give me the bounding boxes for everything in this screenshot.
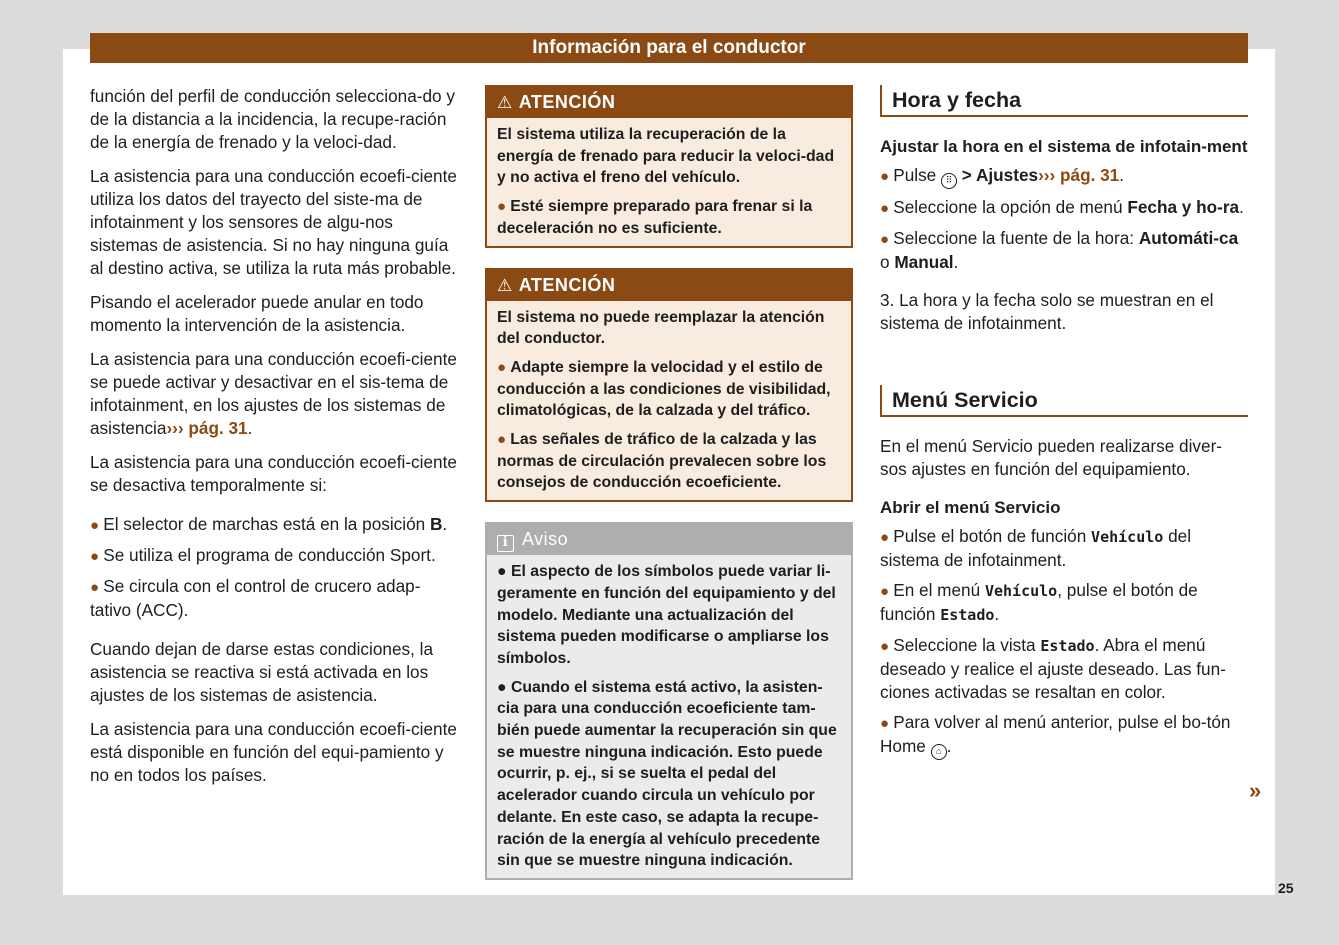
footnote: 3. La hora y la fecha solo se muestran en el sistema de infotainment. (880, 290, 1214, 333)
warning-bullet: ● Esté siempre preparado para frenar si la deceleración no es suficiente. (497, 198, 813, 237)
column-middle (485, 85, 853, 900)
paragraph: Cuando dejan de darse estas condiciones, la asistencia se reactiva si está activada en los ajustes de los sistemas de asistencia. (90, 639, 434, 705)
notice-bullet: ● Cuando el sistema está activo, la asisten-cia para una conducción ecoeficiente tam-bién puede aumentar la recuperación sin que se muestre ninguna indicación. Esto puede ocurrir, p. ej., si se suelta el pedal del acelerador cuando circula un vehículo por delante. En este caso, se adapta la recupe-ración de la energía al vehículo precedente sin que se muestre ninguna indicación. (497, 678, 837, 870)
paragraph: La asistencia para una conducción ecoefi-ciente se puede activar y desactivar en el sis-tema de infotainment, en los ajustes de los sistemas de asistencia››› pág. 31. (90, 349, 457, 438)
column-left (90, 85, 460, 798)
section-heading: Menú Servicio (880, 385, 1248, 417)
warning-text: El sistema utiliza la recuperación de la energía de frenado para reducir la veloci-dad y no activa el freno del vehículo. (497, 126, 835, 187)
list-item: ● Pulse ⠿ > Ajustes››› pág. 31. (880, 164, 1248, 189)
bullet-icon: ● (497, 563, 511, 581)
notice-header: i Aviso (487, 524, 851, 555)
continue-mark: » (1249, 778, 1262, 803)
bullet-icon: ● (90, 548, 104, 565)
subsection-heading: Abrir el menú Servicio (880, 498, 1061, 517)
notice-bullet: ● El aspecto de los símbolos puede variar li-geramente en función del equipamiento y del modelo. Mediante una actualización del sistema pueden modificarse o ampliarse los símbolos. (497, 563, 836, 667)
paragraph: Pisando el acelerador puede anular en todo momento la intervención de la asistencia. (90, 292, 424, 335)
warning-triangle-icon: ⚠ (497, 93, 513, 112)
bullet-icon: ● (497, 358, 511, 376)
page-header: Información para el conductor (90, 33, 1248, 63)
info-icon: i (497, 535, 514, 552)
warning-bullet: ● Las señales de tráfico de la calzada y las normas de circulación prevalecen sobre los consejos de conducción ecoeficiente. (497, 431, 827, 492)
subsection-heading: Ajustar la hora en el sistema de infotain-ment (880, 137, 1248, 156)
home-icon: ⌂ (931, 744, 947, 760)
section-heading: Hora y fecha (880, 85, 1248, 117)
warning-box (485, 85, 853, 248)
list-item: ● Se utiliza el programa de conducción Sport. (90, 545, 436, 565)
bullet-icon: ● (497, 678, 511, 696)
list-item: ● Se circula con el control de crucero adap-tativo (ACC). (90, 576, 421, 620)
bullet-icon: ● (880, 529, 894, 546)
list-item: ● El selector de marchas está en la posición B. (90, 514, 448, 534)
warning-box (485, 268, 853, 503)
notice-box (485, 522, 853, 880)
warning-header: ⚠ ATENCIÓN (487, 87, 851, 118)
bullet-icon: ● (880, 583, 894, 600)
list-item: ● Para volver al menú anterior, pulse el bo-tón Home ⌂ . (880, 711, 1248, 760)
list-item: ● Seleccione la opción de menú Fecha y ho-ra. (880, 197, 1244, 217)
bullet-icon: ● (90, 517, 104, 534)
paragraph: La asistencia para una conducción ecoefi-ciente utiliza los datos del trayecto del siste-ma de infotainment y los sensores de algu-nos sistemas de asistencia. Si no hay ninguna guía al destino activa, se utiliza la ruta más probable. (90, 166, 457, 278)
bullet-icon: ● (880, 715, 894, 732)
bullet-icon: ● (880, 231, 894, 248)
list-item: ● En el menú Vehículo, pulse el botón de función Estado. (880, 580, 1198, 624)
column-right (880, 85, 1248, 767)
list-item: ● Seleccione la fuente de la hora: Automáti-ca o Manual. (880, 228, 1239, 272)
bullet-icon: ● (497, 198, 511, 216)
warning-triangle-icon: ⚠ (497, 275, 513, 295)
bullet-icon: ● (90, 579, 104, 596)
page-number: 25 (1278, 880, 1294, 896)
list-item: ● Seleccione la vista Estado. Abra el menú deseado y realice el ajuste deseado. Las fun-ciones activadas se resaltan en color. (880, 635, 1226, 702)
warning-header: ⚠ ATENCIÓN (487, 270, 851, 301)
paragraph: La asistencia para una conducción ecoefi-ciente está disponible en función del equi-pamiento y no en todos los países. (90, 719, 457, 785)
page-reference-link[interactable]: ››› pág. 31 (1038, 165, 1120, 185)
menu-icon: ⠿ (941, 173, 957, 189)
warning-bullet: ● Adapte siempre la velocidad y el estilo de conducción a las condiciones de visibilidad, climatológicas, de la calzada y del tráfico. (497, 358, 831, 420)
bullet-icon: ● (880, 168, 894, 185)
bullet-icon: ● (880, 200, 894, 217)
page-reference-link[interactable]: ››› pág. 31 (166, 418, 248, 438)
paragraph: La asistencia para una conducción ecoefi-ciente se desactiva temporalmente si: (90, 452, 457, 495)
list-item: ● Pulse el botón de función Vehículo del sistema de infotainment. (880, 526, 1192, 570)
bullet-icon: ● (880, 638, 894, 655)
paragraph: función del perfil de conducción selecciona-do y de la distancia a la incidencia, la recupe-ración de la energía de frenado y la veloci-dad. (90, 86, 455, 152)
paragraph: En el menú Servicio pueden realizarse diver-sos ajustes en función del equipamiento. (880, 436, 1223, 479)
warning-text: El sistema no puede reemplazar la atención del conductor. (497, 308, 825, 348)
bullet-icon: ● (497, 431, 511, 449)
